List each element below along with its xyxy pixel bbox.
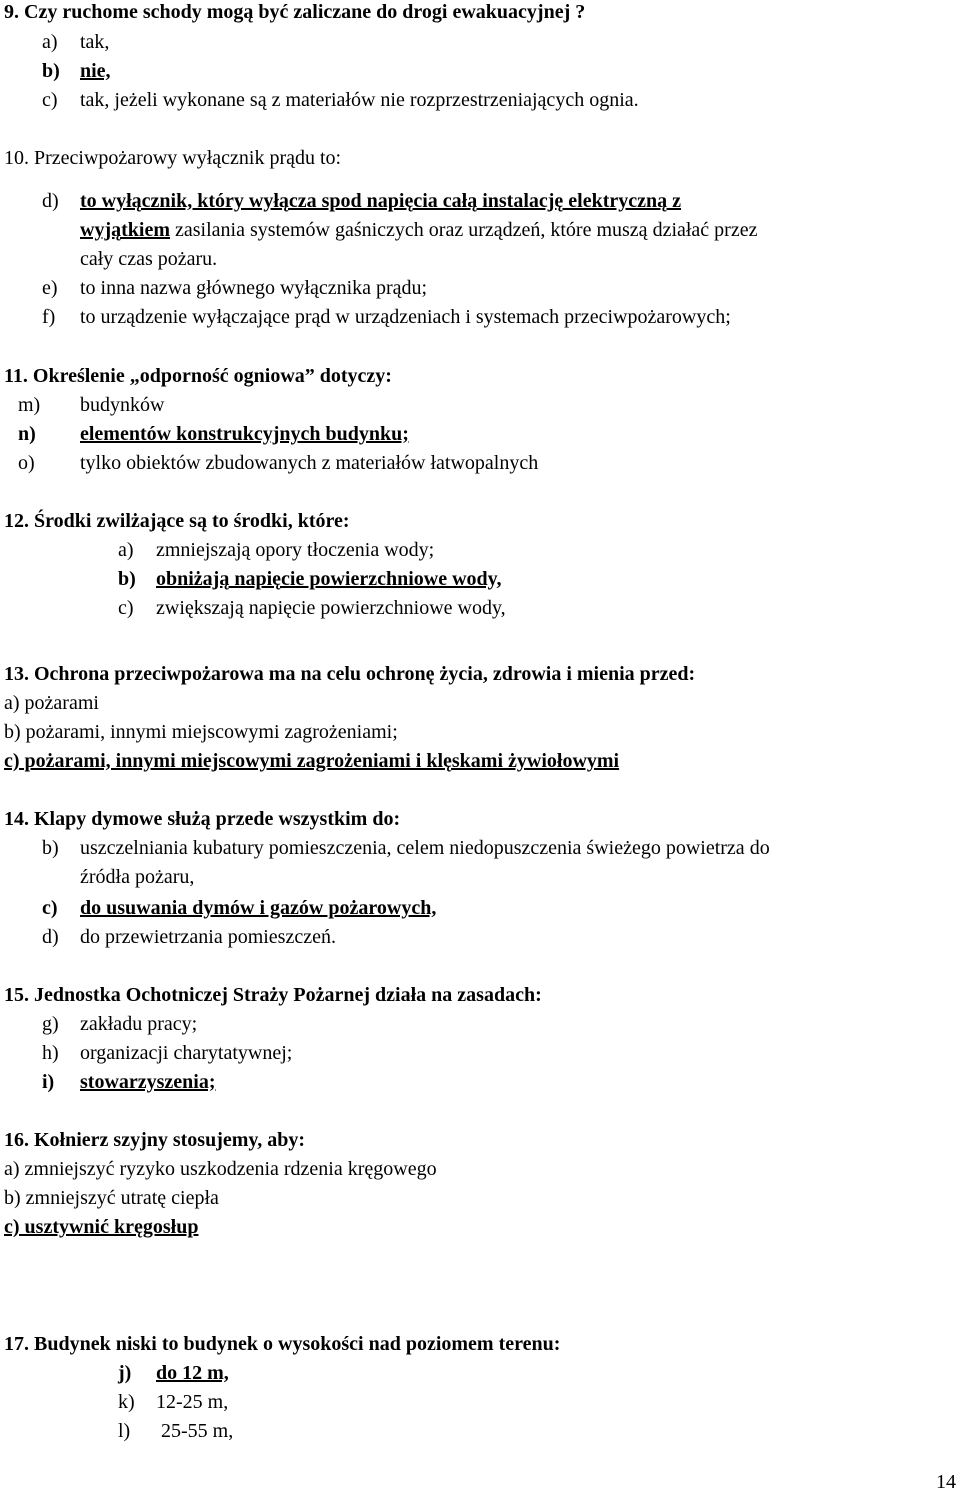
answer-text: 25-55 m, (156, 1420, 234, 1442)
answer-text: budynków (80, 394, 165, 416)
answer-text: to inna nazwa głównego wyłącznika prądu; (80, 277, 428, 299)
page-number: 14 (936, 1471, 956, 1493)
answer-text: do 12 m, (156, 1362, 229, 1384)
answer-13b: b) pożarami, innymi miejscowymi zagrożeniami; (4, 721, 398, 743)
question-13-title: 13. Ochrona przeciwpożarowa ma na celu ochronę życia, zdrowia i mienia przed: (4, 663, 696, 685)
answer-17j (118, 1361, 229, 1385)
answer-label: m) (18, 394, 41, 416)
answer-15i (42, 1070, 216, 1094)
question-12-title: 12. Środki zwilżające są to środki, które: (4, 510, 350, 532)
answer-14b-line1 (42, 836, 770, 860)
answer-13a: a) pożarami (4, 692, 99, 714)
answer-label: c) (118, 597, 134, 619)
question-16-title: 16. Kołnierz szyjny stosujemy, aby: (4, 1129, 306, 1151)
answer-12c (118, 596, 506, 620)
answer-11m (18, 393, 164, 417)
answer-11n (18, 422, 409, 446)
answer-text: tylko obiektów zbudowanych z materiałów łatwopalnych (80, 452, 539, 474)
answer-text: do przewietrzania pomieszczeń. (80, 926, 336, 948)
answer-label: a) (118, 539, 134, 561)
answer-label: a) (42, 31, 58, 53)
answer-text: tak, (80, 31, 110, 53)
answer-9b (42, 59, 111, 83)
answer-11o (18, 451, 538, 475)
answer-text: zakładu pracy; (80, 1013, 198, 1035)
answer-label: c) (42, 89, 58, 111)
answer-text: nie, (80, 60, 111, 82)
answer-label: b) (42, 60, 60, 82)
answer-label: k) (118, 1391, 135, 1413)
answer-text-underlined: wyjątkiem (80, 219, 170, 241)
answer-label: f) (42, 306, 56, 328)
answer-text: to urządzenie wyłączające prąd w urządzeniach i systemach przeciwpożarowych; (80, 306, 731, 328)
answer-10f (42, 305, 731, 329)
answer-9a (42, 30, 109, 54)
answer-10d-line3: cały czas pożaru. (80, 248, 218, 270)
answer-label: b) (118, 568, 136, 590)
question-10-title: 10. Przeciwpożarowy wyłącznik prądu to: (4, 147, 342, 169)
answer-text: zmniejszają opory tłoczenia wody; (156, 539, 435, 561)
answer-label: d) (42, 190, 59, 212)
answer-text: tak, jeżeli wykonane są z materiałów nie rozprzestrzeniających ognia. (80, 89, 639, 111)
answer-text: uszczelniania kubatury pomieszczenia, celem niedopuszczenia świeżego powietrza do (80, 837, 770, 859)
answer-text: do usuwania dymów i gazów pożarowych, (80, 897, 437, 919)
answer-label: l) (118, 1420, 131, 1442)
answer-label: g) (42, 1013, 59, 1035)
answer-14b-line2: źródła pożaru, (80, 866, 195, 888)
question-9-title: 9. Czy ruchome schody mogą być zaliczane do drogi ewakuacyjnej ? (4, 1, 586, 23)
question-14-title: 14. Klapy dymowe służą przede wszystkim do: (4, 808, 401, 830)
answer-16b: b) zmniejszyć utratę ciepła (4, 1187, 219, 1209)
answer-15g (42, 1012, 197, 1036)
answer-9c (42, 88, 639, 112)
answer-14d (42, 925, 336, 949)
answer-label: n) (18, 423, 36, 445)
answer-label: j) (118, 1362, 132, 1384)
answer-text: elementów konstrukcyjnych budynku; (80, 423, 409, 445)
answer-10d-line1 (42, 189, 681, 213)
answer-text: stowarzyszenia; (80, 1071, 216, 1093)
answer-10e (42, 276, 427, 300)
answer-17k (118, 1390, 228, 1414)
answer-14c (42, 896, 436, 920)
answer-text: 12-25 m, (156, 1391, 229, 1413)
answer-17l (118, 1419, 233, 1443)
answer-text: zasilania systemów gaśniczych oraz urządzeń, które muszą działać przez (169, 219, 758, 241)
question-15-title: 15. Jednostka Ochotniczej Straży Pożarnej działa na zasadach: (4, 984, 542, 1006)
answer-13c: c) pożarami, innymi miejscowymi zagrożeniami i klęskami żywiołowymi (4, 750, 620, 772)
answer-label: d) (42, 926, 59, 948)
answer-16a: a) zmniejszyć ryzyko uszkodzenia rdzenia kręgowego (4, 1158, 437, 1180)
question-11-title: 11. Określenie „odporność ogniowa” dotyczy: (4, 365, 392, 387)
answer-10d-line2 (80, 218, 757, 242)
answer-text: obniżają napięcie powierzchniowe wody, (156, 568, 502, 590)
answer-label: o) (18, 452, 35, 474)
answer-12a (118, 538, 434, 562)
answer-15h (42, 1041, 292, 1065)
answer-text: zwiększają napięcie powierzchniowe wody, (156, 597, 506, 619)
answer-label: c) (42, 897, 58, 919)
answer-label: i) (42, 1071, 55, 1093)
answer-label: e) (42, 277, 58, 299)
answer-label: b) (42, 837, 59, 859)
answer-12b (118, 567, 502, 591)
answer-label: h) (42, 1042, 59, 1064)
answer-text: to wyłącznik, który wyłącza spod napięcia całą instalację elektryczną z (80, 190, 682, 212)
question-17-title: 17. Budynek niski to budynek o wysokości nad poziomem terenu: (4, 1333, 561, 1355)
answer-text: organizacji charytatywnej; (80, 1042, 293, 1064)
answer-16c: c) usztywnić kręgosłup (4, 1216, 199, 1238)
